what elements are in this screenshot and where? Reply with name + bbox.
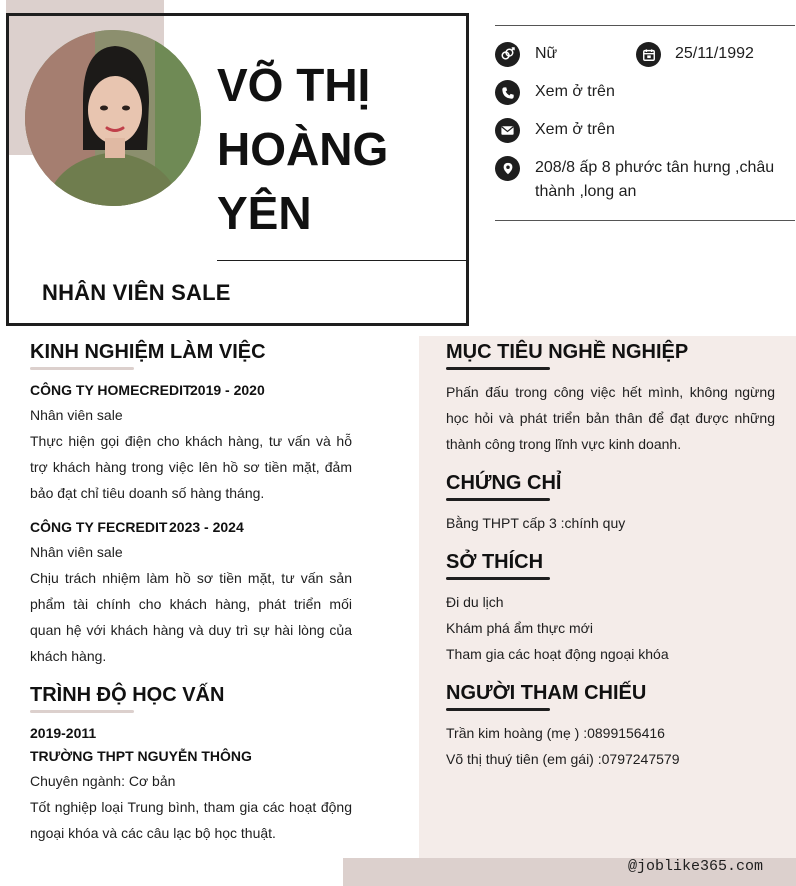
- phone-value: Xem ở trên: [535, 83, 615, 100]
- hobbies-underline: [446, 577, 550, 580]
- job-1-description: Thực hiện gọi điện cho khách hàng, tư vấn và hỗ trợ khách hàng trong việc lên hồ sơ tiền mặt, đảm bảo đạt chỉ tiêu doanh số hàng tháng.: [30, 433, 352, 501]
- job-2-description: Chịu trách nhiệm làm hồ sơ tiền mặt, tư vấn sản phẩm tài chính cho khách hàng, phát triển mối quan hệ với khách hàng và duy trì sự hài lòng của khách hàng.: [30, 570, 352, 664]
- hobby-item: Khám phá ẩm thực mới: [446, 620, 593, 636]
- email-value: Xem ở trên: [535, 121, 615, 138]
- reference-item: Võ thị thuý tiên (em gái) :0797247579: [446, 751, 680, 767]
- hobby-item: Đi du lịch: [446, 594, 504, 610]
- education-major: Chuyên ngành: Cơ bản: [30, 773, 176, 789]
- profile-photo: [25, 30, 201, 206]
- hobby-item: Tham gia các hoạt động ngoại khóa: [446, 646, 669, 662]
- contact-bottom-divider: [495, 220, 795, 221]
- email-icon: [495, 118, 520, 143]
- objective-underline: [446, 367, 550, 370]
- birthday-value: 25/11/1992: [675, 45, 754, 62]
- education-period: 2019-2011: [30, 725, 97, 741]
- address-value: 208/8 ấp 8 phước tân hưng ,châu thành ,long an: [535, 159, 775, 200]
- hobbies-title: SỞ THÍCH: [446, 551, 544, 573]
- job-2-company: CÔNG TY FECREDIT: [30, 519, 168, 535]
- phone-icon: [495, 80, 520, 105]
- education-underline: [30, 710, 134, 713]
- contact-top-divider: [495, 25, 795, 26]
- education-title: TRÌNH ĐỘ HỌC VẤN: [30, 684, 225, 706]
- job-1-period: 2019 - 2020: [190, 382, 265, 398]
- candidate-name: VÕ THỊ HOÀNG YÊN: [217, 59, 389, 239]
- name-divider: [217, 260, 466, 261]
- job-2-position: Nhân viên sale: [30, 544, 123, 560]
- references-underline: [446, 708, 550, 711]
- certificate-item: Bằng THPT cấp 3 :chính quy: [446, 515, 626, 531]
- job-title: NHÂN VIÊN SALE: [42, 280, 231, 305]
- location-icon: [495, 156, 520, 181]
- job-2-period: 2023 - 2024: [169, 519, 244, 535]
- experience-underline: [30, 367, 134, 370]
- education-school: TRƯỜNG THPT NGUYỄN THÔNG: [30, 748, 252, 764]
- job-1-company: CÔNG TY HOMECREDIT: [30, 382, 192, 398]
- gender-icon: [495, 42, 520, 67]
- education-description: Tốt nghiệp loại Trung bình, tham gia các hoạt động ngoại khóa và các câu lạc bộ học thuật.: [30, 799, 352, 841]
- objective-text: Phấn đấu trong công việc hết mình, không ngừng học hỏi và phát triển bản thân để đạt được những thành công trong lĩnh vực kinh doanh.: [446, 384, 775, 452]
- experience-title: KINH NGHIỆM LÀM VIỆC: [30, 341, 266, 363]
- reference-item: Trần kim hoàng (mẹ ) :0899156416: [446, 725, 665, 741]
- calendar-icon: [636, 42, 661, 67]
- gender-value: Nữ: [535, 45, 558, 62]
- job-1-position: Nhân viên sale: [30, 407, 123, 423]
- certificates-underline: [446, 498, 550, 501]
- footer-watermark: @joblike365.com: [628, 858, 764, 875]
- references-title: NGƯỜI THAM CHIẾU: [446, 682, 647, 704]
- objective-title: MỤC TIÊU NGHỀ NGHIỆP: [446, 341, 689, 363]
- certificates-title: CHỨNG CHỈ: [446, 472, 562, 494]
